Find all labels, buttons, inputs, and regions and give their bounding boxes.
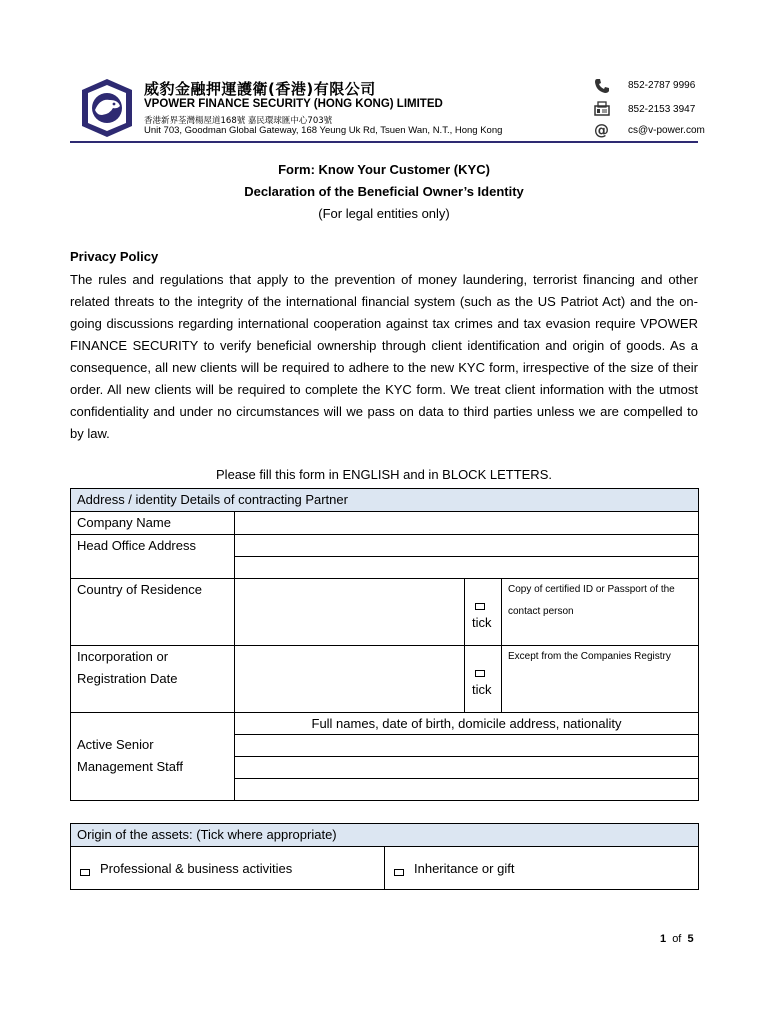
company-name-label: Company Name [71,511,234,534]
fax-icon [594,101,610,117]
professional-checkbox[interactable] [80,861,90,880]
staff-input-row3[interactable] [234,778,698,800]
company-logo [80,78,134,138]
origin-of-assets-table [70,823,699,890]
page-number [660,933,694,945]
email-at-icon: @ [594,121,609,139]
inheritance-checkbox[interactable] [394,861,404,880]
page-current: 1 [660,933,667,945]
professional-label: Professional & business activities [100,861,293,876]
head-office-input-line2[interactable] [234,556,698,578]
country-label: Country of Residence [71,578,234,645]
country-input[interactable] [234,578,464,645]
option-professional[interactable] [71,846,384,889]
scope-subtitle: (For legal entities only) [318,206,450,221]
contracting-partner-table [70,488,699,801]
header-divider [70,141,698,143]
head-office-label: Head Office Address [71,534,234,578]
option-inheritance[interactable] [384,846,698,889]
incorporation-label-line1: Incorporation or [77,649,169,664]
company-name-english: VPOWER FINANCE SECURITY (HONG KONG) LIMITED [144,98,443,110]
section2-header: Origin of the assets: (Tick where appropriate) [71,824,698,846]
declaration-title: Declaration of the Beneficial Owner’s Identity [244,184,524,199]
country-tick-cell[interactable] [464,578,501,645]
incorporation-input[interactable] [234,645,464,712]
email-address[interactable]: cs@v-power.com [628,125,705,136]
page-of: of [672,933,682,945]
company-name-input[interactable] [234,511,698,534]
page-total: 5 [687,933,694,945]
head-office-input-line1[interactable] [234,534,698,556]
company-address-english: Unit 703, Goodman Global Gateway, 168 Yeung Uk Rd, Tsuen Wan, N.T., Hong Kong [144,125,503,136]
incorporation-label-line2: Registration Date [77,671,178,686]
country-note: Copy of certified ID or Passport of the contact person [501,578,698,645]
section1-header: Address / identity Details of contracting Partner [71,489,698,511]
form-title: Form: Know Your Customer (KYC) [278,162,490,177]
staff-columns-header: Full names, date of birth, domicile address, nationality [234,712,698,734]
phone-icon [594,78,610,94]
incorporation-note: Except from the Companies Registry [501,645,698,712]
incorporation-tick-cell[interactable] [464,645,501,712]
company-address-chinese: 香港新界荃灣楊屋道168號 嘉民環球匯中心703號 [144,116,333,126]
staff-input-row2[interactable] [234,756,698,778]
staff-input-row1[interactable] [234,734,698,756]
staff-label-line1: Active Senior [77,737,154,752]
phone-number: 852-2787 9996 [628,80,696,91]
privacy-heading: Privacy Policy [70,249,159,264]
incorporation-tick-label: tick [472,682,492,697]
country-tick-label: tick [472,615,492,630]
form-instruction: Please fill this form in ENGLISH and in BLOCK LETTERS. [216,467,552,482]
staff-label [71,712,234,800]
staff-label-line2: Management Staff [77,759,183,774]
incorporation-label [71,645,234,712]
inheritance-label: Inheritance or gift [414,861,515,876]
fax-number: 852-2153 3947 [628,104,696,115]
privacy-body: The rules and regulations that apply to the prevention of money laundering, terrorist financing and other related threats to the integrity of the international financial system (such as the US Patriot Act) and the on-going discussions regarding international cooperation against tax crimes and tax evasion require VPOWER FINANCE SECURITY to verify beneficial ownership through client identification and origin of goods. As a consequence, all new clients will be required to adhere to the new KYC form, irrespective of the size of their order. All new clients will be required to complete the KYC form. We treat client information with the utmost confidentiality and under no circumstances will we pass on data to third parties unless we are compelled to by law. [70,272,698,441]
company-name-chinese: 威豹金融押運護衛(香港)有限公司 [144,80,376,98]
